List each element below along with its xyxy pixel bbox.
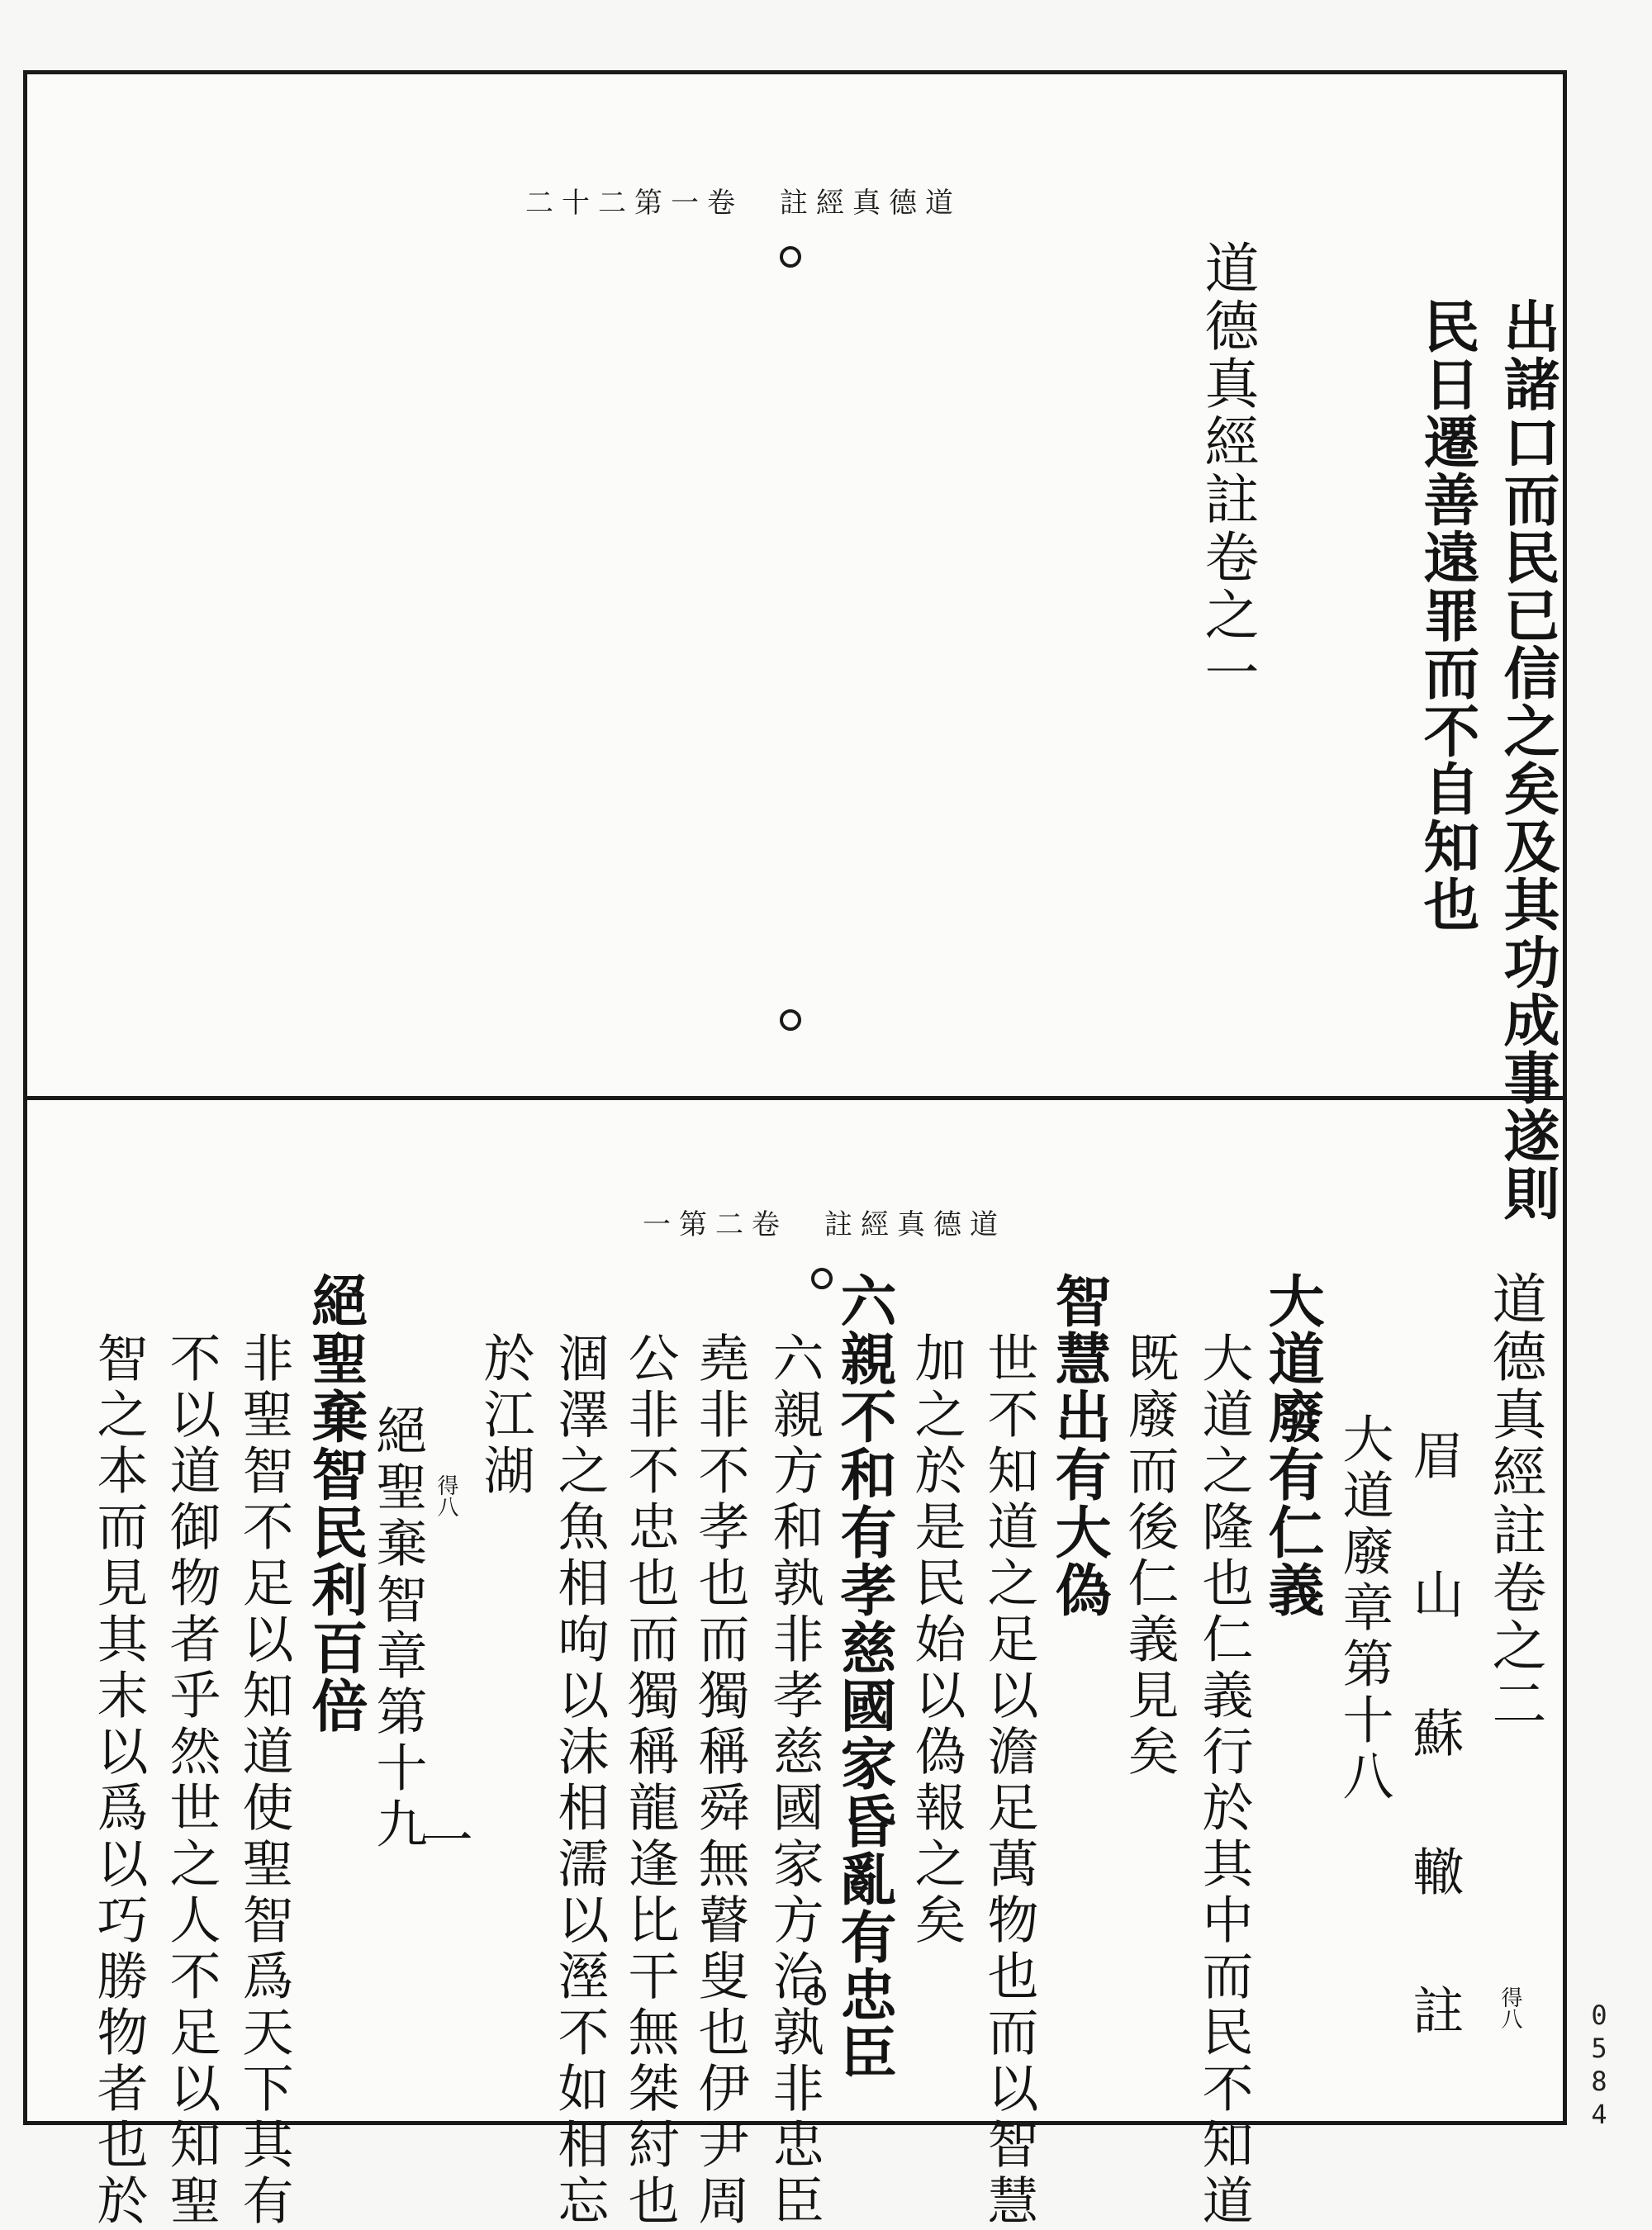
commentary-column: 智之本而見其末以爲以巧勝物者也於: [88, 1331, 149, 2230]
commentary-column: 既廢而後仁義見矣: [1119, 1331, 1180, 1781]
page-number-digit: 5: [1591, 2033, 1607, 2064]
page-number: [1584, 1999, 1614, 2131]
commentary-column: 不以道御物者乎然世之人不足以知聖: [161, 1331, 221, 2230]
author-line: 眉 山 蘇 轍 註: [1404, 1429, 1464, 2053]
commentary-column: 於江湖: [475, 1331, 535, 1500]
text-column: 民日遷善遠罪而不自知也: [1414, 297, 1480, 933]
volume-title: 道德真經註卷之二: [1483, 1270, 1546, 1733]
commentary-column: 世不知道之足以澹足萬物也而以智慧: [979, 1331, 1039, 2230]
text-column: 絕聖棄智民利百倍: [302, 1272, 368, 1734]
commentary-column: 大道之隆也仁義行於其中而民不知道: [1194, 1331, 1254, 2230]
commentary-column: 非聖智不足以知道使聖智爲天下其有: [234, 1331, 294, 2230]
library-mark: 得八: [1498, 1986, 1522, 2029]
page-number-digit: 8: [1591, 2066, 1607, 2097]
page-number-digit: 0: [1591, 2000, 1607, 2031]
commentary-column: 公非不忠也而獨稱龍逢比干無桀紂也: [620, 1331, 680, 2230]
bottom-page-header: 一第二卷 註經真德道: [643, 1208, 1006, 1241]
commentary-column: 加之於是民始以偽報之矣: [906, 1331, 966, 1949]
text-column: 大道廢有仁義: [1259, 1272, 1325, 1619]
page-marker: 一: [413, 1813, 473, 1869]
page-number-digit: 4: [1591, 2099, 1607, 2130]
library-mark: 得八: [434, 1474, 458, 1517]
commentary-column: 堯非不孝也而獨稱舜無瞽叟也伊尹周: [690, 1331, 750, 2230]
text-column: 智慧出有大偽: [1046, 1272, 1112, 1619]
top-page-header: 二十二第一卷 註經真德道: [525, 187, 961, 220]
text-column: 出諸口而民已信之矣及其功成事遂則: [1494, 297, 1560, 1222]
chapter-title: 絕聖棄智章第十九: [368, 1404, 428, 1853]
binding-hole-bottom-page: [811, 1268, 833, 1289]
chapter-title: 大道廢章第十八: [1334, 1412, 1394, 1805]
commentary-column: 涸澤之魚相呴以沫相濡以溼不如相忘: [549, 1331, 610, 2230]
text-column: 六親不和有孝慈國家昏亂有忠臣: [831, 1272, 897, 2081]
binding-hole-top: [780, 246, 801, 268]
volume-end-title: 道德真經註卷之一: [1195, 240, 1259, 702]
page-divider: [23, 1096, 1567, 1100]
commentary-column: 六親方和孰非孝慈國家方治孰非忠臣: [764, 1331, 824, 2230]
binding-hole-bottom: [780, 1009, 801, 1031]
